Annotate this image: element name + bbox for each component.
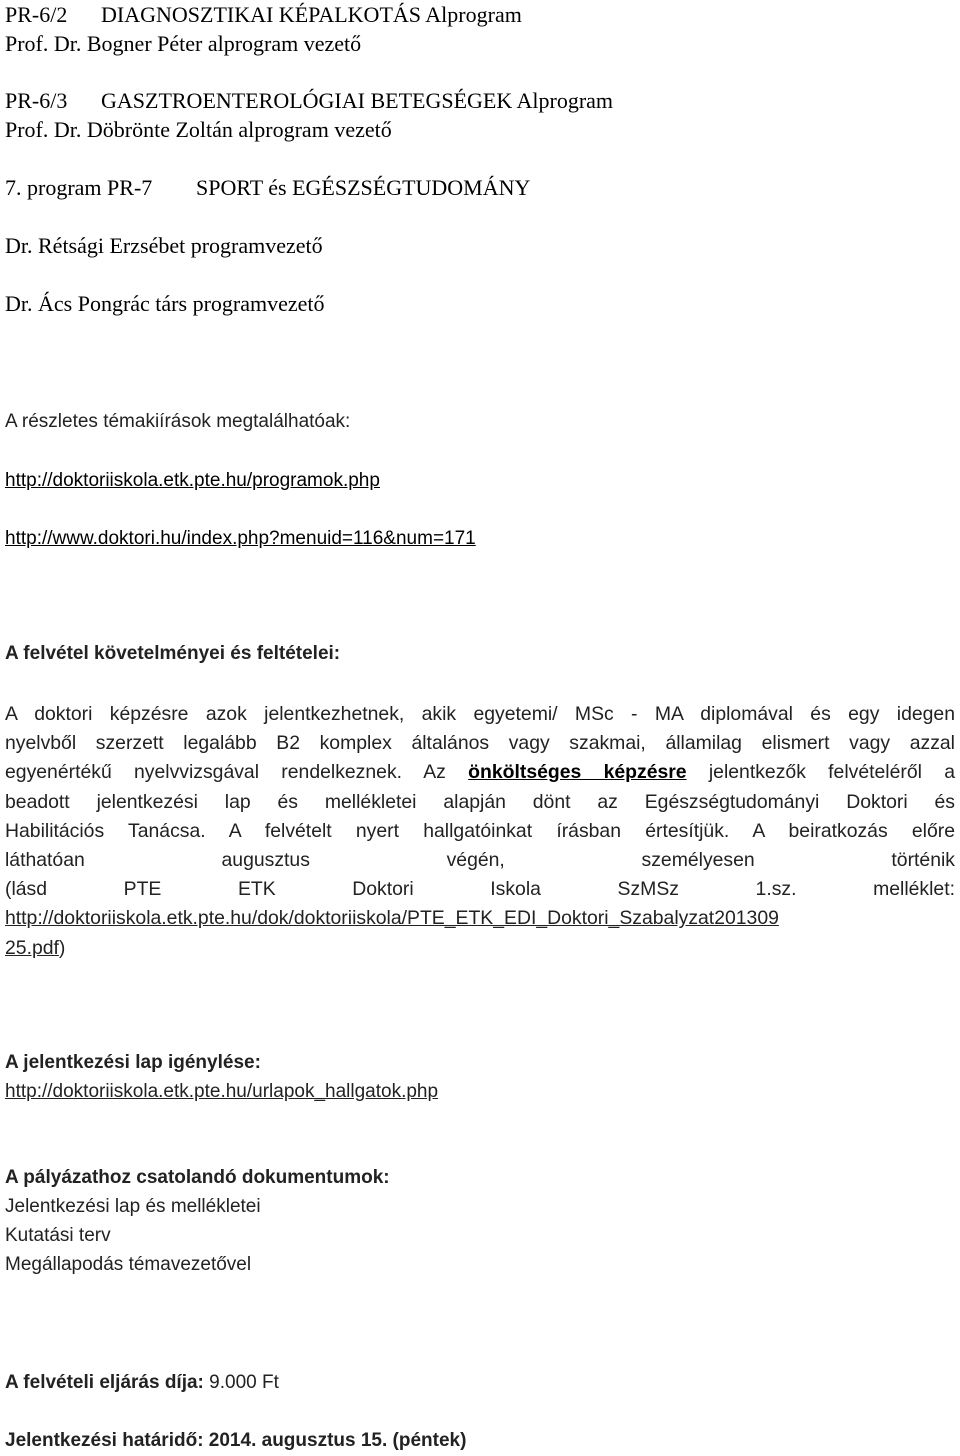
program-code: 7. program PR-7	[5, 175, 153, 200]
fee-value: 9.000 Ft	[203, 1372, 279, 1393]
topics-intro: A részletes témakiírások megtalálhatóak:	[5, 411, 351, 432]
program-co-leader: Dr. Ács Pongrác társ programvezető	[5, 291, 325, 316]
admission-line	[5, 934, 955, 963]
program-code: PR-6/3	[5, 88, 68, 113]
deadline-line	[5, 1430, 466, 1452]
program-title-pr-6-2	[5, 2, 522, 28]
application-form-heading: A jelentkezési lap igénylése:	[5, 1052, 261, 1073]
fee-line	[5, 1372, 279, 1394]
document-item: Kutatási terv	[5, 1225, 111, 1246]
regulation-link[interactable]: http://doktoriiskola.etk.pte.hu/dok/doktoriiskola/PTE_ETK_EDI_Doktori_Szabalyzat201309	[5, 907, 779, 930]
program-leader: Dr. Rétsági Erzsébet programvezető	[5, 233, 323, 258]
admission-text: jelentkezők felvételéről a	[686, 761, 955, 784]
program-name: GASZTROENTEROLÓGIAI BETEGSÉGEK Alprogram	[101, 88, 614, 113]
application-form-link[interactable]: http://doktoriiskola.etk.pte.hu/urlapok_hallgatok.php	[5, 1081, 439, 1102]
admission-text: egyenértékű nyelvvizsgával rendelkeznek. Az	[5, 761, 469, 784]
admission-line: láthatóan augusztus végén, személyesen történik	[5, 849, 955, 872]
admission-line: nyelvből szerzett legalább B2 komplex általános vagy szakmai, államilag elismert vagy azzal	[5, 732, 955, 755]
regulation-link-continued[interactable]: 25.pdf	[5, 936, 59, 959]
document-item: Jelentkezési lap és mellékletei	[5, 1196, 261, 1217]
topics-link-doktori[interactable]: http://www.doktori.hu/index.php?menuid=116&num=171	[5, 528, 476, 549]
admission-line: (lásd PTE ETK Doktori Iskola SzMSz 1.sz. melléklet:	[5, 878, 955, 901]
program-title-pr-7	[5, 175, 530, 201]
program-leader: Prof. Dr. Döbrönte Zoltán alprogram vezető	[5, 117, 392, 142]
deadline-label: Jelentkezési határidő:	[5, 1430, 209, 1451]
program-name: SPORT és EGÉSZSÉGTUDOMÁNY	[196, 175, 531, 200]
admission-paragraph	[5, 700, 955, 963]
program-name: DIAGNOSZTIKAI KÉPALKOTÁS Alprogram	[101, 2, 522, 27]
self-financed-training-link[interactable]: önköltséges képzésre	[468, 761, 687, 784]
documents-heading: A pályázathoz csatolandó dokumentumok:	[5, 1167, 390, 1188]
program-code: PR-6/2	[5, 2, 68, 27]
admission-line: beadott jelentkezési lap és mellékletei alapján dönt az Egészségtudományi Doktori és	[5, 790, 955, 813]
admission-line	[5, 904, 955, 933]
program-title-pr-6-3	[5, 88, 613, 114]
document-item: Megállapodás témavezetővel	[5, 1254, 252, 1275]
program-leader: Prof. Dr. Bogner Péter alprogram vezető	[5, 31, 362, 56]
admission-text: )	[58, 936, 66, 959]
topics-link-programs[interactable]: http://doktoriiskola.etk.pte.hu/programok.php	[5, 470, 380, 491]
fee-label: A felvételi eljárás díja:	[5, 1372, 204, 1393]
admission-heading: A felvétel követelményei és feltételei:	[5, 643, 341, 664]
admission-line: A doktori képzésre azok jelentkezhetnek, akik egyetemi/ MSc - MA diplomával és egy idegen	[5, 703, 955, 725]
admission-line: Habilitációs Tanácsa. A felvételt nyert hallgatóinkat írásban értesítjük. A beiratkozás előre	[5, 819, 955, 842]
deadline-value: 2014. augusztus 15. (péntek)	[208, 1430, 467, 1451]
admission-line	[5, 758, 955, 787]
